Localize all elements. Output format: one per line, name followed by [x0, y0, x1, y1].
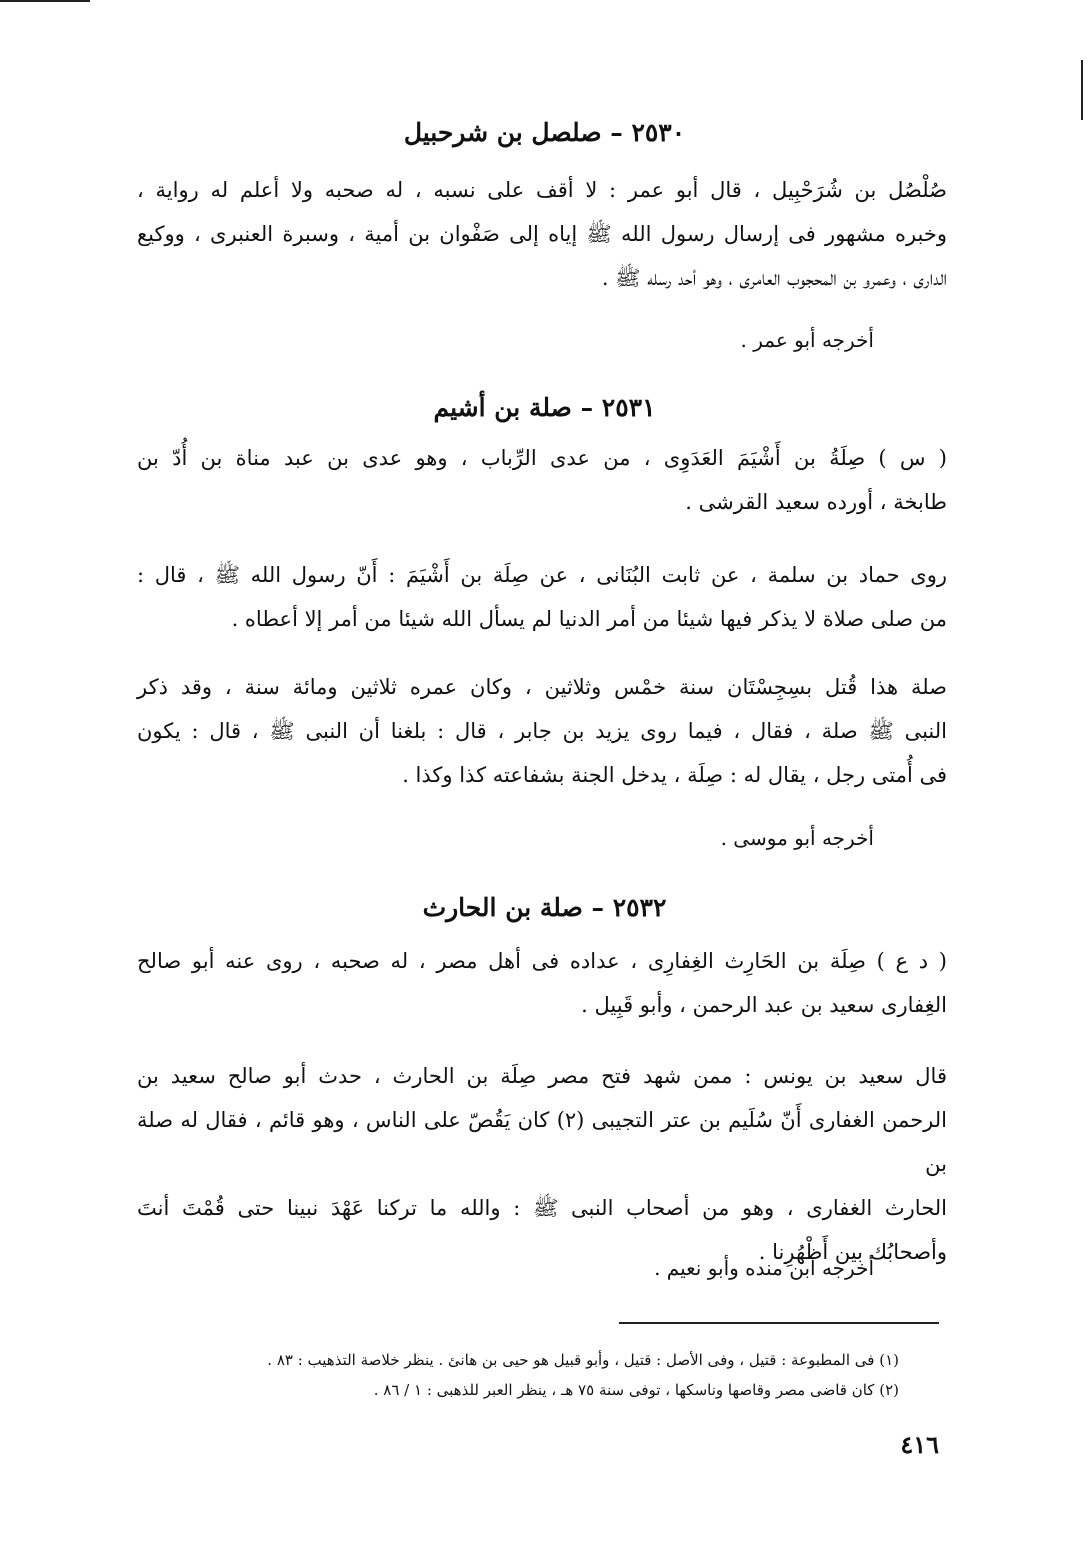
text-line: الحارث الغفارى ، وهو من أصحاب النبى ﷺ : والله ما تركنا عَهْدَ نبينا حتى قُمْتَ أنتَ [137, 1196, 947, 1220]
text-line: قال سعيد بن يونس : ممن شهد فتح مصر صِلَة بن الحارث ، حدث أبو صالح سعيد بن [137, 1064, 947, 1088]
entry-title-2532: ٢٥٣٢ – صلة بن الحارث [422, 893, 667, 922]
page-number: ٤١٦ [900, 1430, 939, 1459]
text-line: صلة هذا قُتل بسِجِسْتَان سنة خمْس وثلاثين ، وكان عمره ثلاثين ومائة سنة ، وقد ذكر [137, 675, 947, 699]
footnotes [179, 1345, 899, 1405]
text-line: طابخة ، أورده سعيد القرشى . [685, 490, 947, 514]
text-line: من صلى صلاة لا يذكر فيها شيئا من أمر الدنيا لم يسأل الله شيئا من أمر إلا أعطاه . [231, 607, 947, 631]
entry-2532-source: أخرجه ابن منده وأبو نعيم . [654, 1256, 874, 1280]
entry-2531-para-3 [137, 665, 947, 797]
text-line: وأصحابُك بين أَظْهُرِنا . [758, 1240, 947, 1264]
text-line: النبى ﷺ صلة ، فقال ، فيما روى يزيد بن جابر ، قال : بلغنا أن النبى ﷺ ، قال : يكون [137, 719, 947, 743]
footnote-divider [619, 1322, 939, 1324]
entry-2530-body [137, 168, 947, 300]
entry-2531-para-2 [137, 553, 947, 641]
footnote-1: (١) فى المطبوعة : قتيل ، وفى الأصل : قتيل ، وأبو قبيل هو حيى بن هانئ . ينظر خلاصة التذهيب : ٨٣ . [267, 1351, 899, 1369]
text-line: وخبره مشهور فى إرسال رسول الله ﷺ إياه إلى صَفْوان بن أمية ، وسبرة العنبرى ، ووكيع [137, 222, 947, 246]
footnote-2: (٢) كان قاضى مصر وقاصها وناسكها ، توفى سنة ٧٥ هـ ، ينظر العبر للذهبى : ١ / ٨٦ . [373, 1381, 899, 1399]
text-line: روى حماد بن سلمة ، عن ثابت البُنَانى ، عن صِلَة بن أَشْيَمَ : أَنّ رسول الله ﷺ ، قال : [137, 563, 947, 587]
text-line: الغِفارى سعيد بن عبد الرحمن ، وأبو قَبِيل . [581, 993, 947, 1017]
entry-title-2531: ٢٥٣١ – صلة بن أشيم [433, 393, 656, 422]
text-line: الدارى ، وعمرو بن المحجوب العامرى ، وهو أحد رسله ﷺ . [601, 266, 947, 290]
text-line: الرحمن الغفارى أَنّ سُلَيم بن عتر التجيبى (٢) كان يَقُصّ على الناس ، وهو قائم ، فقال له صلة بن [137, 1108, 947, 1176]
text-line: ( د ع ) صِلَة بن الحَارِث الغِفارِى ، عداده فى أهل مصر ، له صحبه ، روى عنه أبو صالح [137, 949, 947, 973]
entry-2531-para-1 [137, 436, 947, 524]
entry-2532-para-1 [137, 939, 947, 1027]
entry-title-2530: ٢٥٣٠ – صلصل بن شرحبيل [403, 118, 686, 147]
text-line: ( س ) صِلَةُ بن أَشْيَمَ العَدَوِى ، من عدى الرِّباب ، وهو عدى بن عبد مناة بن أُدّ بن [137, 446, 947, 470]
text-line: صُلْصُل بن شُرَحْبِيل ، قال أبو عمر : لا أقف على نسبه ، له صحبه ولا أعلم له رواية ، [137, 178, 947, 202]
scan-corner-mark [0, 0, 90, 16]
entry-2532-para-2 [137, 1054, 947, 1274]
text-line: فى أُمتى رجل ، يقال له : صِلَة ، يدخل الجنة بشفاعته كذا وكذا . [402, 763, 947, 787]
entry-2530-source: أخرجه أبو عمر . [740, 328, 874, 352]
entry-2531-source: أخرجه أبو موسى . [720, 826, 874, 850]
scan-edge-line [1081, 60, 1083, 120]
